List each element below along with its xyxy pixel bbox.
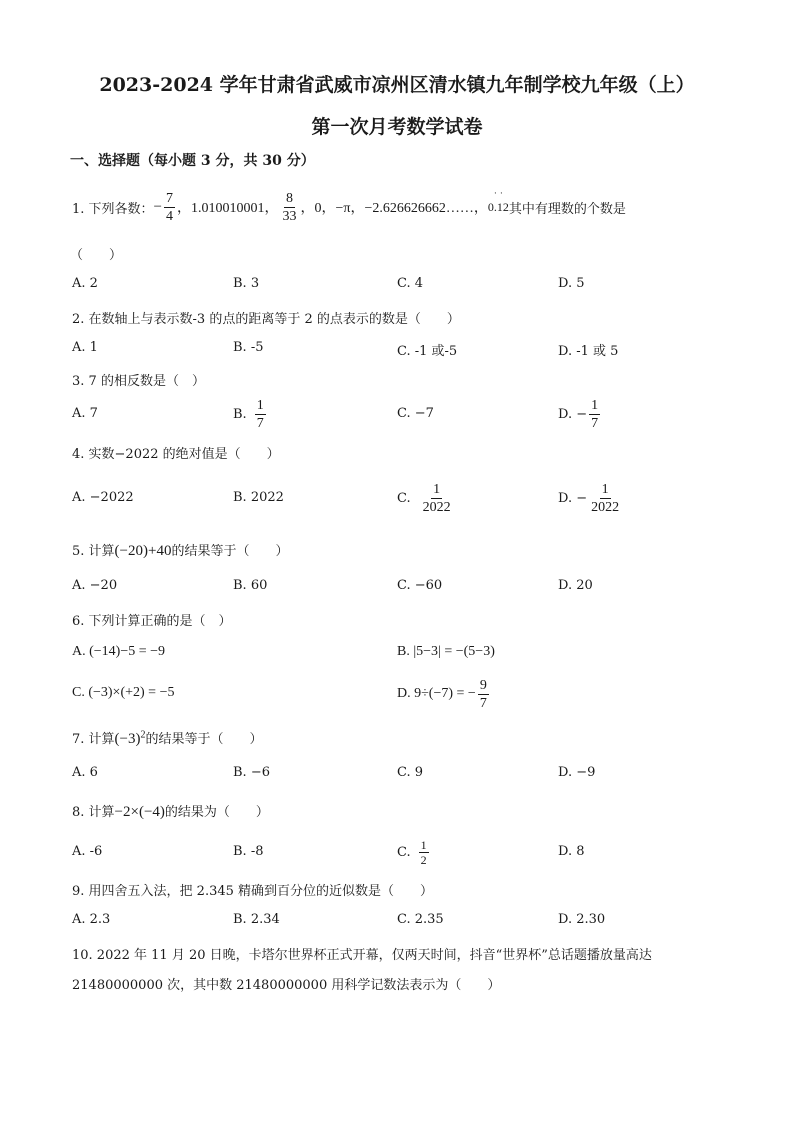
q2-option-c: C. -1 或-5	[397, 344, 458, 359]
question-3: 3. 7 的相反数是（ ）	[72, 374, 205, 389]
q1-frac2-den: 33	[282, 208, 297, 224]
q9-option-b: B. 2.34	[233, 912, 280, 927]
q6-option-d-fraction	[478, 677, 489, 712]
q3-option-d	[558, 395, 602, 433]
q2-option-d: D. -1 或 5	[558, 344, 619, 359]
q9-option-c: C. 2.35	[397, 912, 444, 927]
q3-option-b-label: B.	[233, 406, 247, 422]
q8-option-d: D. 8	[558, 844, 585, 859]
q1-frac2-num: 8	[286, 190, 294, 206]
q8-option-c	[397, 834, 431, 870]
question-2: 2. 在数轴上与表示数-3 的点的距离等于 2 的点表示的数是（ ）	[72, 312, 460, 327]
q4-option-b: B. 2022	[233, 490, 284, 505]
q6-option-d	[397, 675, 491, 713]
q1-option-a: A. 2	[72, 276, 98, 291]
q8-c-den: 2	[420, 852, 427, 867]
question-4: 4. 实数−2022 的绝对值是（ ）	[72, 447, 280, 462]
q1-option-b: B. 3	[233, 276, 260, 291]
q4-c-num: 1	[433, 481, 441, 497]
q1-frac1-num: 7	[166, 190, 174, 206]
q9-option-a: A. 2.3	[72, 912, 111, 927]
q5-option-d: D. 20	[558, 578, 593, 593]
q6-d-den: 7	[479, 695, 487, 711]
exam-title-line2: 第一次月考数学试卷	[311, 116, 483, 138]
question-5	[72, 540, 288, 560]
q1-repeat-value: 0.12	[487, 199, 509, 214]
q6-option-b: B. |5−3| = −(5−3)	[397, 644, 495, 659]
q8-option-c-fraction	[419, 838, 429, 867]
q1-numbers-2: ，1.010010001，	[177, 201, 279, 216]
q7-exponent: 2	[140, 729, 146, 741]
q9-option-d: D. 2.30	[558, 912, 606, 927]
q1-suffix: 其中有理数的个数是	[508, 201, 626, 217]
q1-prefix: 1. 下列各数：	[72, 201, 154, 217]
exam-title-line1: 2023-2024 学年甘肃省武威市凉州区清水镇九年制学校九年级（上）	[99, 74, 695, 96]
q5-option-c: C. −60	[397, 578, 443, 593]
q3-d-den: 7	[591, 415, 599, 431]
question-8	[72, 801, 269, 821]
q3-option-b-fraction	[255, 397, 266, 432]
q6-option-c: C. (−3)×(+2) = −5	[72, 685, 175, 700]
question-10-line1: 10. 2022 年 11 月 20 日晚，卡塔尔世界杯正式开幕，仅两天时间，抖音“世界杯”总话题播放量高达	[72, 948, 652, 963]
question-10-line2: 21480000000 次，其中数 21480000000 用科学记数法表示为（ ）	[72, 978, 501, 993]
q6-option-a: A. (−14)−5 = −9	[72, 644, 166, 659]
q2-option-a: A. 1	[72, 340, 98, 355]
q4-c-den: 2022	[422, 499, 451, 515]
q8-c-num: 1	[420, 837, 427, 852]
q1-answer-paren: （ ）	[70, 248, 123, 263]
q4-option-c-fraction	[421, 481, 453, 516]
question-9: 9. 用四舍五入法，把 2.345 精确到百分位的近似数是（ ）	[72, 884, 434, 899]
q7-option-a: A. 6	[72, 765, 98, 780]
q8-post: 的结果为（ ）	[164, 805, 269, 820]
q3-option-a: A. 7	[72, 406, 98, 421]
q6-d-num: 9	[479, 677, 487, 693]
q1-fraction-1	[164, 190, 175, 225]
q8-expression: −2×(−4)	[114, 804, 165, 820]
q3-option-b	[233, 395, 268, 433]
question-7	[72, 728, 263, 748]
q1-fraction-2	[281, 190, 299, 225]
q2-option-b: B. -5	[233, 340, 264, 355]
q3-option-d-fraction	[589, 397, 600, 432]
q8-option-a: A. -6	[72, 844, 103, 859]
q7-option-d: D. −9	[558, 765, 596, 780]
q4-option-d-fraction	[589, 481, 621, 516]
q7-pre: 7. 计算	[72, 732, 115, 747]
q1-option-d: D. 5	[558, 276, 585, 291]
question-6: 6. 下列计算正确的是（ ）	[72, 614, 232, 629]
q1-repeat-dots: ··	[493, 187, 506, 198]
q4-option-d-label: D. −	[558, 490, 588, 506]
q4-d-num: 1	[601, 481, 609, 497]
q8-option-b: B. -8	[233, 844, 264, 859]
q3-b-den: 7	[256, 415, 264, 431]
q4-option-a: A. −2022	[72, 490, 134, 505]
question-1	[72, 185, 626, 229]
q3-d-num: 1	[591, 397, 599, 413]
q7-option-c: C. 9	[397, 765, 424, 780]
q7-option-b: B. −6	[233, 765, 270, 780]
section-heading: 一、选择题（每小题 3 分，共 30 分）	[70, 153, 315, 169]
q6-option-d-label: D. 9÷(−7) = −	[397, 686, 476, 701]
q4-option-d	[558, 478, 623, 518]
q1-numbers-3: ，0，−π，−2.626626662……，	[300, 201, 488, 216]
q7-post: 的结果等于（ ）	[145, 732, 263, 747]
q8-pre: 8. 计算	[72, 805, 115, 820]
q1-option-c: C. 4	[397, 276, 424, 291]
q5-option-b: B. 60	[233, 578, 268, 593]
q1-repeating-decimal	[487, 187, 509, 215]
q5-post: 的结果等于（ ）	[171, 544, 289, 559]
q4-d-den: 2022	[591, 499, 620, 515]
q7-expression: (−3)	[114, 731, 141, 747]
q5-pre: 5. 计算	[72, 544, 115, 559]
q4-option-c	[397, 478, 455, 518]
q8-option-c-label: C.	[397, 844, 411, 860]
q4-option-c-label: C.	[397, 490, 411, 506]
q3-b-num: 1	[256, 397, 264, 413]
q3-option-d-label: D. −	[558, 406, 588, 422]
q3-option-c: C. −7	[397, 406, 434, 421]
q1-frac1-sign: −	[153, 198, 163, 215]
q5-expression: (−20)+40	[114, 543, 172, 559]
q5-option-a: A. −20	[72, 578, 118, 593]
q1-frac1-den: 4	[166, 208, 174, 224]
